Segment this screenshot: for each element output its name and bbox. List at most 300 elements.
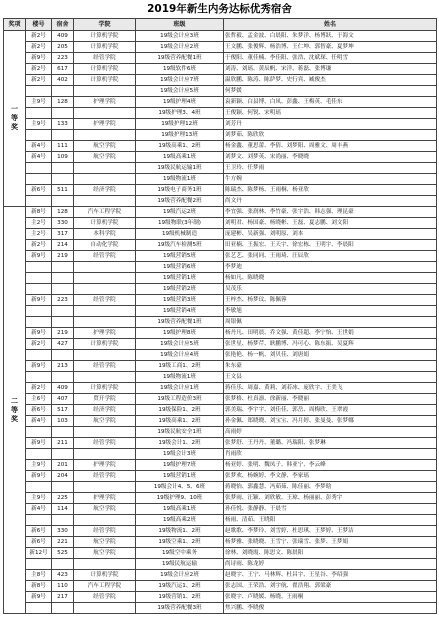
names-cell: 尚文丹 bbox=[224, 196, 437, 207]
names-cell: 杨丹凡、田明晨、乔文强、黄佳超、李宁怡、王世娟 bbox=[224, 328, 437, 339]
names-cell: 张世星、杨梦芹、耿鹏博、冯可心、陈东振、吴夏辉 bbox=[224, 339, 437, 350]
college-cell bbox=[74, 108, 136, 119]
table-row bbox=[4, 317, 437, 328]
room-cell: 330 bbox=[52, 526, 74, 537]
names-cell: 杨梦雅、张晓晓、王雪宁、张瑞雪、张梦、王梦娟 bbox=[224, 537, 437, 548]
room-cell bbox=[52, 262, 74, 273]
college-cell bbox=[74, 284, 136, 295]
names-cell: 温欣鹏、陈涛、陈萨梦、史行宾、臧俊杰 bbox=[224, 75, 437, 86]
dorm-award-table bbox=[3, 18, 437, 614]
table-row bbox=[4, 460, 437, 471]
table-row bbox=[4, 482, 437, 493]
table-row bbox=[4, 603, 437, 614]
names-cell: 刘梦文、刘梦英、宋尚丽、李晓晓 bbox=[224, 152, 437, 163]
building-cell: 新6号 bbox=[26, 185, 52, 196]
room-cell bbox=[52, 196, 74, 207]
names-cell: 徐林、刘晓霞、陈思文、陈晨阳 bbox=[224, 548, 437, 559]
table-row bbox=[4, 438, 437, 449]
class-cell: 19级民航运输 bbox=[136, 559, 224, 570]
building-cell bbox=[26, 372, 52, 383]
room-cell: 511 bbox=[52, 185, 74, 196]
award-char: 等 bbox=[11, 405, 18, 414]
names-cell: 孙金佩、郑晓晓、刘宝宝、冯月婷、张曼曼、张梦娜 bbox=[224, 416, 437, 427]
room-cell bbox=[52, 350, 74, 361]
building-cell bbox=[26, 196, 52, 207]
room-cell: 217 bbox=[52, 592, 74, 603]
names-cell: 张艳艳、杨一帆、刘贝佳、刘唐娟 bbox=[224, 350, 437, 361]
college-cell: 经管学院 bbox=[74, 471, 136, 482]
college-cell: 经管学院 bbox=[74, 526, 136, 537]
award-char: 奖 bbox=[11, 414, 18, 423]
room-cell: 128 bbox=[52, 97, 74, 108]
class-cell: 19级会计应5班 bbox=[136, 86, 224, 97]
room-cell bbox=[52, 86, 74, 97]
building-cell: 新2号 bbox=[26, 240, 52, 251]
building-cell: 新6号 bbox=[26, 537, 52, 548]
room-cell: 110 bbox=[52, 581, 74, 592]
college-cell: 护理学院 bbox=[74, 119, 136, 130]
building-cell: 新2号 bbox=[26, 75, 52, 86]
class-cell: 19级会计应1班 bbox=[136, 383, 224, 394]
college-cell: 汽车工程学院 bbox=[74, 207, 136, 218]
table-row bbox=[4, 306, 437, 317]
college-cell bbox=[74, 306, 136, 317]
class-cell: 19级护理13班 bbox=[136, 130, 224, 141]
names-cell: 牛方婉 bbox=[224, 174, 437, 185]
room-cell: 427 bbox=[52, 339, 74, 350]
table-row bbox=[4, 284, 437, 295]
building-cell bbox=[26, 108, 52, 119]
college-cell: 计算机学院 bbox=[74, 339, 136, 350]
class-cell: 19级会计应3班 bbox=[136, 31, 224, 42]
table-row bbox=[4, 273, 437, 284]
room-cell bbox=[52, 559, 74, 570]
table-row bbox=[4, 449, 437, 460]
col-header-names: 姓名 bbox=[224, 19, 437, 31]
names-cell: 刘梦茹、陈欣欣 bbox=[224, 130, 437, 141]
names-cell: 赵歌歌、李梦玲、刘雪婷、杜思琪、王梦婷、王梦洁 bbox=[224, 526, 437, 537]
names-cell: 杨如凡、陈晓晓 bbox=[224, 273, 437, 284]
names-cell: 高雨婷 bbox=[224, 427, 437, 438]
class-cell: 19级汽运1、2班 bbox=[136, 581, 224, 592]
room-cell: 407 bbox=[52, 394, 74, 405]
names-cell: 何梦媛 bbox=[224, 86, 437, 97]
class-cell: 19级营养配餐2班 bbox=[136, 196, 224, 207]
class-cell: 19级会计1、2班 bbox=[136, 438, 224, 449]
class-cell: 19级工程造价3班 bbox=[136, 394, 224, 405]
header-row bbox=[4, 19, 437, 31]
room-cell bbox=[52, 449, 74, 460]
building-cell: 新4号 bbox=[26, 141, 52, 152]
names-cell: 吴茂乐 bbox=[224, 284, 437, 295]
class-cell: 19级会计3班 bbox=[136, 449, 224, 460]
building-cell: 新8号 bbox=[26, 581, 52, 592]
room-cell: 204 bbox=[52, 471, 74, 482]
names-cell: 焦兴鹏、李晓俊 bbox=[224, 603, 437, 614]
class-cell: 19级护理12班 bbox=[136, 119, 224, 130]
building-cell bbox=[26, 603, 52, 614]
building-cell bbox=[26, 284, 52, 295]
room-cell bbox=[52, 317, 74, 328]
college-cell: 经济学院 bbox=[74, 185, 136, 196]
class-cell: 19级营养配餐1班 bbox=[136, 53, 224, 64]
room-cell: 103 bbox=[52, 416, 74, 427]
college-cell: 护理学院 bbox=[74, 97, 136, 108]
table-row bbox=[4, 504, 437, 515]
college-cell bbox=[74, 130, 136, 141]
class-cell: 19级机械制造 bbox=[136, 229, 224, 240]
names-cell: 李宜强、张润林、李竹豪、张宇浩、韩志强、理昆豪 bbox=[224, 207, 437, 218]
class-cell: 19级护理7班 bbox=[136, 460, 224, 471]
room-cell: 111 bbox=[52, 141, 74, 152]
building-cell: 新2号 bbox=[26, 339, 52, 350]
table-row bbox=[4, 427, 437, 438]
room-cell: 330 bbox=[52, 218, 74, 229]
room-cell bbox=[52, 515, 74, 526]
building-cell bbox=[26, 174, 52, 185]
table-row bbox=[4, 174, 437, 185]
class-cell: 19级营销4班 bbox=[136, 306, 224, 317]
building-cell: 新9号 bbox=[26, 295, 52, 306]
college-cell: 经济学院 bbox=[74, 405, 136, 416]
table-row bbox=[4, 471, 437, 482]
table-row bbox=[4, 196, 437, 207]
building-cell: 新9号 bbox=[26, 53, 52, 64]
names-cell: 张哲毅、孟金波、白晨阳、朱梦洋、杨博跃、于海文 bbox=[224, 31, 437, 42]
building-cell: 主8号 bbox=[26, 570, 52, 581]
names-cell: 田亚楠、王振宏、王天宇、徐宏栋、王明宇、李晨阳 bbox=[224, 240, 437, 251]
room-cell: 219 bbox=[52, 251, 74, 262]
college-cell bbox=[74, 262, 136, 273]
names-cell: 李梦迪 bbox=[224, 262, 437, 273]
names-cell: 李敏旭 bbox=[224, 306, 437, 317]
table-row bbox=[4, 163, 437, 174]
room-cell: 409 bbox=[52, 383, 74, 394]
class-cell: 19级营销1班 bbox=[136, 471, 224, 482]
building-cell: 新8号 bbox=[26, 207, 52, 218]
college-cell bbox=[74, 317, 136, 328]
building-cell: 新2号 bbox=[26, 31, 52, 42]
names-cell: 孙佳悦、张静静、于晨雪 bbox=[224, 504, 437, 515]
award-cell bbox=[4, 31, 26, 207]
room-cell bbox=[52, 372, 74, 383]
award-char: 一 bbox=[11, 105, 18, 113]
college-cell: 护理学院 bbox=[74, 460, 136, 471]
college-cell: 航空学院 bbox=[74, 537, 136, 548]
award-char: 二 bbox=[11, 396, 18, 405]
college-cell: 经管学院 bbox=[74, 295, 136, 306]
building-cell bbox=[26, 262, 52, 273]
room-cell: 317 bbox=[52, 229, 74, 240]
building-cell bbox=[26, 559, 52, 570]
class-cell: 19级会计应2班 bbox=[136, 42, 224, 53]
college-cell: 经管学院 bbox=[74, 438, 136, 449]
college-cell: 计算机学院 bbox=[74, 218, 136, 229]
college-cell: 计算机学院 bbox=[74, 75, 136, 86]
college-cell bbox=[74, 372, 136, 383]
building-cell bbox=[26, 427, 52, 438]
table-row bbox=[4, 218, 437, 229]
award-cell bbox=[4, 207, 26, 614]
building-cell bbox=[26, 482, 52, 493]
names-cell: 张艺艺、张同同、王雨琦、汪辰欣 bbox=[224, 251, 437, 262]
col-header-building: 楼号 bbox=[26, 19, 52, 31]
college-cell: 经管学院 bbox=[74, 592, 136, 603]
class-cell: 19级会计应5班 bbox=[136, 339, 224, 350]
college-cell bbox=[74, 273, 136, 284]
building-cell: 新4号 bbox=[26, 152, 52, 163]
building-cell bbox=[26, 163, 52, 174]
college-cell bbox=[74, 515, 136, 526]
table-row bbox=[4, 394, 437, 405]
college-cell bbox=[74, 350, 136, 361]
building-cell: 新9号 bbox=[26, 471, 52, 482]
table-row bbox=[4, 548, 437, 559]
room-cell: 223 bbox=[52, 295, 74, 306]
room-cell: 214 bbox=[52, 240, 74, 251]
building-cell: 新6号 bbox=[26, 526, 52, 537]
table-row bbox=[4, 383, 437, 394]
class-cell: 19级会计应4班 bbox=[136, 350, 224, 361]
table-row bbox=[4, 53, 437, 64]
college-cell bbox=[74, 603, 136, 614]
room-cell bbox=[52, 284, 74, 295]
class-cell: 19级物流1班 bbox=[136, 372, 224, 383]
class-cell: 19级营销1、2班 bbox=[136, 592, 224, 603]
table-row bbox=[4, 97, 437, 108]
college-cell: 汽车工程学院 bbox=[74, 581, 136, 592]
college-cell bbox=[74, 163, 136, 174]
room-cell bbox=[52, 603, 74, 614]
class-cell: 19级高乘2班 bbox=[136, 515, 224, 526]
college-cell: 护理学院 bbox=[74, 328, 136, 339]
names-cell: 杨雨、清茹、王晓阳 bbox=[224, 515, 437, 526]
building-cell: 新9号 bbox=[26, 361, 52, 372]
names-cell: 张梦舒、王丹丹、董璐、冯瑞阳、张梦琳 bbox=[224, 438, 437, 449]
college-cell: 计算机学院 bbox=[74, 31, 136, 42]
table-row bbox=[4, 592, 437, 603]
names-cell: 张梦格、杜真凛、徐新丽、李晓丽 bbox=[224, 394, 437, 405]
award-char: 等 bbox=[11, 114, 18, 122]
class-cell: 19级护理9、10班 bbox=[136, 493, 224, 504]
college-cell: 经管学院 bbox=[74, 361, 136, 372]
college-cell bbox=[74, 174, 136, 185]
building-cell bbox=[26, 86, 52, 97]
class-cell: 19级物联(3年制) bbox=[136, 218, 224, 229]
names-cell: 刘芳丹 bbox=[224, 119, 437, 130]
class-cell: 19级物流1、2班 bbox=[136, 526, 224, 537]
building-cell bbox=[26, 449, 52, 460]
class-cell: 19级营养配餐3班 bbox=[136, 603, 224, 614]
table-row bbox=[4, 130, 437, 141]
names-cell: 王卫玲、任梦雨 bbox=[224, 163, 437, 174]
building-cell: 新2号 bbox=[26, 383, 52, 394]
table-row bbox=[4, 559, 437, 570]
col-header-class: 班级 bbox=[136, 19, 224, 31]
class-cell: 19级保险1、2班 bbox=[136, 405, 224, 416]
table-row bbox=[4, 581, 437, 592]
class-cell: 19级民航运输1班 bbox=[136, 163, 224, 174]
college-cell: 航空学院 bbox=[74, 548, 136, 559]
names-cell: 张梦欢、杨婉婷、李文静、李家瑶 bbox=[224, 471, 437, 482]
names-cell: 张晓宇、卢晓媛、杨晓、王雨桐 bbox=[224, 592, 437, 603]
college-cell: 计算机学院 bbox=[74, 383, 136, 394]
building-cell bbox=[26, 350, 52, 361]
table-row bbox=[4, 262, 437, 273]
room-cell bbox=[52, 482, 74, 493]
building-cell: 新6号 bbox=[26, 405, 52, 416]
college-cell: 航空学院 bbox=[74, 416, 136, 427]
room-cell: 205 bbox=[52, 42, 74, 53]
building-cell: 新9号 bbox=[26, 328, 52, 339]
building-cell: 新2号 bbox=[26, 42, 52, 53]
building-cell: 新2号 bbox=[26, 64, 52, 75]
class-cell: 19级汽运2班 bbox=[136, 207, 224, 218]
building-cell: 主2号 bbox=[26, 229, 52, 240]
college-cell: 计算机学院 bbox=[74, 42, 136, 53]
college-cell bbox=[74, 196, 136, 207]
table-row bbox=[4, 251, 437, 262]
class-cell: 19级物流1班 bbox=[136, 174, 224, 185]
class-cell: 19级营销6班 bbox=[136, 262, 224, 273]
room-cell: 221 bbox=[52, 537, 74, 548]
room-cell: 128 bbox=[52, 207, 74, 218]
class-cell: 19级会计应7班 bbox=[136, 75, 224, 86]
college-cell bbox=[74, 86, 136, 97]
building-cell: 主9号 bbox=[26, 119, 52, 130]
names-cell: 杨亚婷、张明、魏凤子、韩亚宁、李云峰 bbox=[224, 460, 437, 471]
class-cell: 19级汽车检测5班 bbox=[136, 240, 224, 251]
table-row bbox=[4, 372, 437, 383]
class-cell: 19级工商1、2班 bbox=[136, 361, 224, 372]
names-cell: 王文鹏、张俊辉、杨浩博、王仁坤、郭智豪、夏梦坤 bbox=[224, 42, 437, 53]
class-cell: 19级护理4班 bbox=[136, 97, 224, 108]
class-cell: 19级民航安全1班 bbox=[136, 427, 224, 438]
table-row bbox=[4, 75, 437, 86]
room-cell: 525 bbox=[52, 548, 74, 559]
names-cell: 刘涛、刘瑶、黄辰帆、宋洋、蒋磊、张博谦 bbox=[224, 64, 437, 75]
names-cell: 陈瑞杰、陈梦杨、王雨桐、杨亚欣 bbox=[224, 185, 437, 196]
table-row bbox=[4, 339, 437, 350]
room-cell: 223 bbox=[52, 53, 74, 64]
names-cell: 刘明君、杨国豪、杨晓彬、王磊、夏志鹏、刘文阳 bbox=[224, 218, 437, 229]
college-cell: 自动化学院 bbox=[74, 240, 136, 251]
table-body bbox=[4, 31, 437, 614]
table-row bbox=[4, 108, 437, 119]
table-row bbox=[4, 207, 437, 218]
class-cell: 19级电子商务1班 bbox=[136, 185, 224, 196]
table-row bbox=[4, 328, 437, 339]
class-cell: 19级高乘1班 bbox=[136, 504, 224, 515]
names-cell: 王文县 bbox=[224, 372, 437, 383]
room-cell bbox=[52, 306, 74, 317]
names-cell: 袁新颖、白县博、白凤、彭鑫、王梅英、毛佳东 bbox=[224, 97, 437, 108]
class-cell: 19级空中乘务 bbox=[136, 548, 224, 559]
college-cell bbox=[74, 482, 136, 493]
table-row bbox=[4, 416, 437, 427]
table-row bbox=[4, 526, 437, 537]
building-cell: 新9号 bbox=[26, 251, 52, 262]
building-cell: 新4号 bbox=[26, 504, 52, 515]
class-cell: 19级高乘1、2班 bbox=[136, 416, 224, 427]
building-cell bbox=[26, 130, 52, 141]
class-cell: 19级空乘1、2班 bbox=[136, 537, 224, 548]
building-cell: 主9号 bbox=[26, 493, 52, 504]
class-cell: 19级护理8班 bbox=[136, 328, 224, 339]
class-cell: 19级营销3班 bbox=[136, 295, 224, 306]
col-header-award: 奖项 bbox=[4, 19, 26, 31]
room-cell: 219 bbox=[52, 328, 74, 339]
room-cell bbox=[52, 427, 74, 438]
college-cell: 经管学院 bbox=[74, 251, 136, 262]
college-cell: 计算机学院 bbox=[74, 570, 136, 581]
room-cell: 225 bbox=[52, 493, 74, 504]
names-cell: 尚诗雨、陈龙婷 bbox=[224, 559, 437, 570]
names-cell: 蒋晓怡、郭鑫慧、冯茹茹、陈佳丽、李梦晗 bbox=[224, 482, 437, 493]
names-cell: 赵晓宇、王宁、马林辉、杜昌宇、王星谷、李绍强 bbox=[224, 570, 437, 581]
table-row bbox=[4, 515, 437, 526]
room-cell: 402 bbox=[52, 75, 74, 86]
class-cell: 19级营养配餐1班 bbox=[136, 317, 224, 328]
names-cell: 郭美瑞、李宇宇、刘佳佳、郭岳、周梅欣、王翠霞 bbox=[224, 405, 437, 416]
table-row bbox=[4, 86, 437, 97]
college-cell: 航空学院 bbox=[74, 152, 136, 163]
room-cell bbox=[52, 130, 74, 141]
building-cell bbox=[26, 306, 52, 317]
names-cell: 王俊颖、何锐、宋明瑶 bbox=[224, 108, 437, 119]
table-row bbox=[4, 64, 437, 75]
room-cell: 114 bbox=[52, 504, 74, 515]
names-cell: 朱东豪 bbox=[224, 361, 437, 372]
college-cell: 贸开学院 bbox=[74, 394, 136, 405]
room-cell: 617 bbox=[52, 64, 74, 75]
building-cell: 新9号 bbox=[26, 592, 52, 603]
table-row bbox=[4, 229, 437, 240]
room-cell: 201 bbox=[52, 460, 74, 471]
class-cell: 19级护理3、4班 bbox=[136, 108, 224, 119]
building-cell: 主9号 bbox=[26, 460, 52, 471]
col-header-room: 宿舍 bbox=[52, 19, 74, 31]
table-row bbox=[4, 493, 437, 504]
building-cell bbox=[26, 317, 52, 328]
class-cell: 19级营销5班 bbox=[136, 251, 224, 262]
table-row bbox=[4, 295, 437, 306]
class-cell: 19级会计应2班 bbox=[136, 570, 224, 581]
class-cell: 19级营销2班 bbox=[136, 284, 224, 295]
building-cell: 新12号 bbox=[26, 548, 52, 559]
table-row bbox=[4, 119, 437, 130]
table-row bbox=[4, 537, 437, 548]
names-cell: 张志国、王荣浩、刘宇航、翟浩翔、郭梁豪 bbox=[224, 581, 437, 592]
class-cell: 19级营销1班 bbox=[136, 273, 224, 284]
names-cell: 肖雨欣 bbox=[224, 449, 437, 460]
table-row bbox=[4, 152, 437, 163]
table-row bbox=[4, 42, 437, 53]
table-row bbox=[4, 350, 437, 361]
college-cell: 经管学院 bbox=[74, 53, 136, 64]
college-cell: 计算机学院 bbox=[74, 64, 136, 75]
room-cell bbox=[52, 108, 74, 119]
room-cell bbox=[52, 273, 74, 284]
names-cell: 于俊阳、董佳楠、李佳阳、张浩、沈斌琛、任明雪 bbox=[224, 53, 437, 64]
names-cell: 蒋佳乐、周嘉、黄莉、刘若冰、庞欣宇、王美飞 bbox=[224, 383, 437, 394]
college-cell bbox=[74, 559, 136, 570]
room-cell: 133 bbox=[52, 119, 74, 130]
table-row bbox=[4, 570, 437, 581]
names-cell: 周银佩 bbox=[224, 317, 437, 328]
table-row bbox=[4, 185, 437, 196]
names-cell: 杨金鑫、董思蕾、李倩、刘梦阳、周雅文、周丰燕 bbox=[224, 141, 437, 152]
